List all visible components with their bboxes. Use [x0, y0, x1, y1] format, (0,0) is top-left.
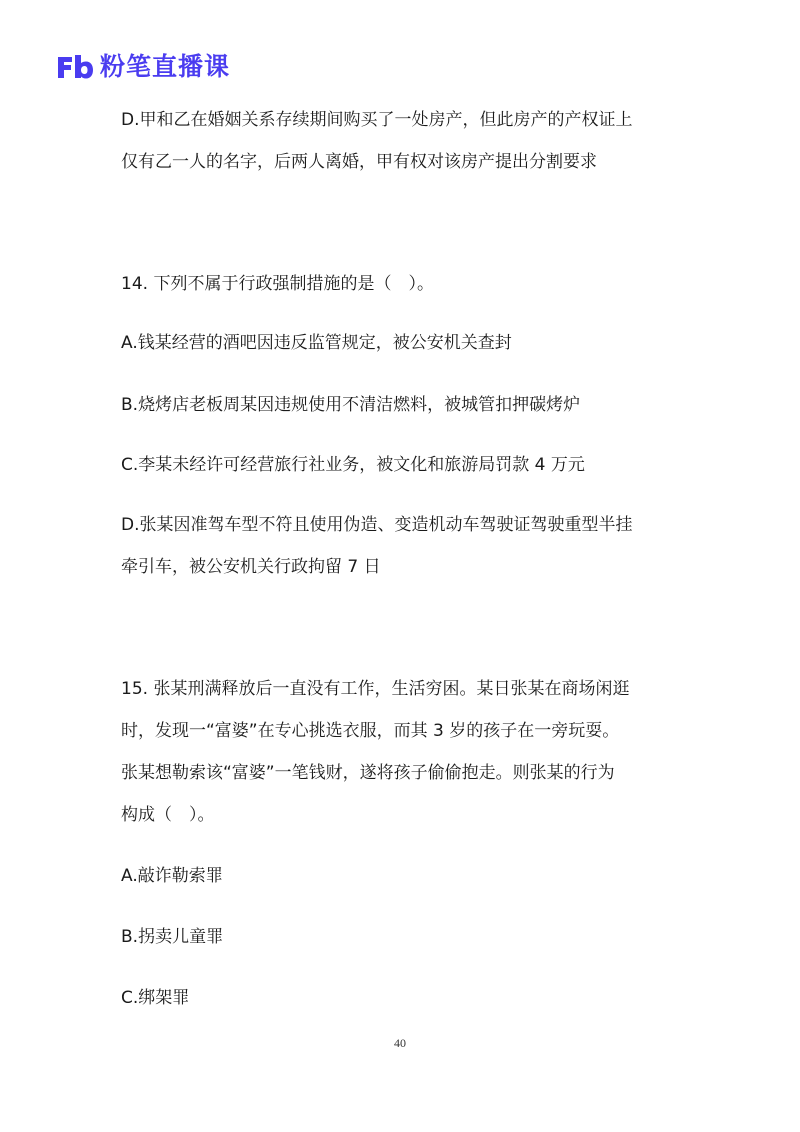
- q14-option-b: B.烧烤店老板周某因违规使用不清洁燃料，被城管扣押碳烤炉: [121, 395, 581, 415]
- q15-option-a: A.敲诈勒索罪: [121, 866, 223, 886]
- q14-option-a: A.钱某经营的酒吧因违反监管规定，被公安机关查封: [121, 333, 512, 353]
- q15-stem-line-4: 构成（ ）。: [121, 805, 215, 825]
- q14-option-d-line-1: D.张某因准驾车型不符且使用伪造、变造机动车驾驶证驾驶重型半挂: [121, 515, 633, 535]
- page-header: [56, 50, 230, 84]
- q13-option-d-line-1: D.甲和乙在婚姻关系存续期间购买了一处房产，但此房产的产权证上: [121, 110, 633, 130]
- brand-name: 粉笔直播课: [100, 52, 231, 81]
- q14-option-c: C.李某未经许可经营旅行社业务，被文化和旅游局罚款 4 万元: [121, 455, 585, 475]
- q15-option-c: C.绑架罪: [121, 988, 190, 1008]
- q15-stem-line-3: 张某想勒索该“富婆”一笔钱财，遂将孩子偷偷抱走。则张某的行为: [121, 763, 615, 783]
- q15-option-b: B.拐卖儿童罪: [121, 927, 224, 947]
- page-number: 40: [394, 1036, 406, 1050]
- q15-stem-line-2: 时，发现一“富婆”在专心挑选衣服，而其 3 岁的孩子在一旁玩耍。: [121, 721, 620, 741]
- q13-option-d-line-2: 仅有乙一人的名字，后两人离婚，甲有权对该房产提出分割要求: [121, 152, 597, 172]
- q14-option-d-line-2: 牵引车，被公安机关行政拘留 7 日: [121, 557, 381, 577]
- fb-logo-icon: [56, 53, 94, 81]
- q14-stem: 14. 下列不属于行政强制措施的是（ ）。: [121, 274, 434, 294]
- q15-stem-line-1: 15. 张某刑满释放后一直没有工作，生活穷困。某日张某在商场闲逛: [121, 679, 630, 699]
